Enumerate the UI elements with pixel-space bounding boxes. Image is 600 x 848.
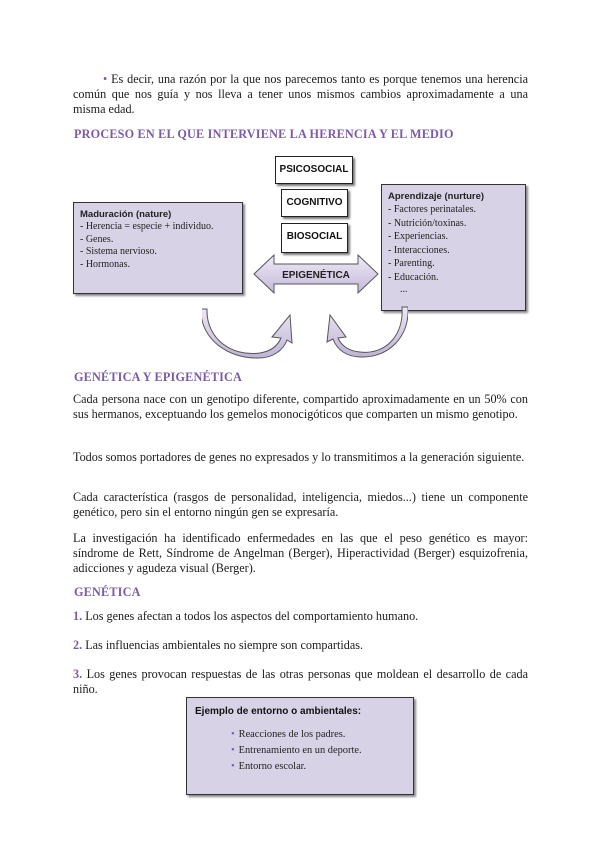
genetica-item-3: [73, 667, 528, 697]
item-number: 3.: [73, 667, 83, 681]
paragraph-portadores: Todos somos portadores de genes no expresados y lo transmitimos a la generación siguiente.: [73, 450, 525, 464]
curved-arrow-right-icon: [326, 303, 408, 358]
intro-text: Es decir, una razón por la que nos parecemos tanto es porque tenemos una herencia común que nos guía y nos lleva a tener unos mismos cambios aproximadamente a una misma edad.: [73, 72, 528, 116]
item-number: 2.: [73, 638, 83, 652]
section-heading-proceso: PROCESO EN EL QUE INTERVIENE LA HERENCIA Y EL MEDIO: [74, 127, 454, 141]
intro-bullet: •: [103, 72, 108, 86]
aprendizaje-panel: [381, 184, 526, 311]
curved-arrow-left-icon: [202, 305, 294, 360]
epigenetica-label: EPIGENÉTICA: [282, 270, 350, 281]
list-item: - Factores perinatales.: [388, 204, 477, 215]
biosocial-box: BIOSOCIAL: [281, 223, 348, 253]
list-item: - Parenting.: [388, 258, 435, 270]
paragraph-genotipo: Cada persona nace con un genotipo diferente, compartido aproximadamente en un 50% con sus hermanos, exceptuando los gemelos monocigóticos que comparten un mismo genotipo.: [73, 392, 528, 421]
list-item: - Sistema nervioso.: [80, 246, 157, 258]
maduracion-panel: [73, 202, 243, 294]
item-text: Los genes afectan a todos los aspectos del comportamiento humano.: [85, 609, 419, 623]
item-number: 1.: [73, 609, 83, 623]
aprendizaje-title: Aprendizaje (nurture): [388, 191, 485, 202]
item-text: Las influencias ambientales no siempre son compartidas.: [85, 638, 364, 652]
list-item: - Experiencias.: [388, 231, 448, 243]
genetica-item-2: [73, 638, 528, 653]
list-item: - Nutrición/toxinas.: [388, 217, 467, 229]
aprendizaje-list: [382, 203, 525, 294]
section-heading-genetica-epigenetica: GENÉTICA Y EPIGENÉTICA: [74, 370, 243, 384]
list-item: - Hormonas.: [80, 258, 130, 270]
paragraph-investigacion: La investigación ha identificado enfermedades en las que el peso genético es mayor: síndrome de Rett, Síndrome de Angelman (Berger), Hiperactividad (Berger) esquizofrenia, adicciones y agudeza visual (Berger).: [73, 531, 528, 575]
item-text: Los genes provocan respuestas de las otras personas que moldean el desarrollo de cada niño.: [73, 667, 528, 696]
entorno-title: Ejemplo de entorno o ambientales:: [195, 706, 362, 717]
list-item: - Interacciones.: [388, 244, 450, 256]
list-item: • Entorno escolar.: [231, 759, 413, 775]
section-heading-genetica: GENÉTICA: [74, 585, 141, 599]
cognitivo-box: COGNITIVO: [281, 189, 348, 217]
psicosocial-box: PSICOSOCIAL: [275, 156, 353, 184]
maduracion-list: [74, 221, 242, 271]
list-item: - Genes.: [80, 233, 114, 245]
epigenetica-arrow: [252, 253, 380, 295]
entorno-example-box: [186, 697, 414, 795]
list-item: ...: [400, 283, 408, 295]
list-item: • Reacciones de los padres.: [231, 727, 413, 743]
genetica-item-1: [73, 609, 528, 624]
intro-paragraph: [73, 72, 528, 117]
list-item: • Entrenamiento en un deporte.: [231, 743, 413, 759]
list-item: - Herencia = especie + individuo.: [80, 221, 214, 232]
paragraph-caracteristica: Cada característica (rasgos de personalidad, inteligencia, miedos...) tiene un componente genético, pero sin el entorno ningún gen se expresaría.: [73, 490, 528, 519]
list-item: - Educación.: [388, 271, 439, 283]
maduracion-title: Maduración (nature): [80, 209, 172, 220]
entorno-list: [231, 727, 413, 775]
